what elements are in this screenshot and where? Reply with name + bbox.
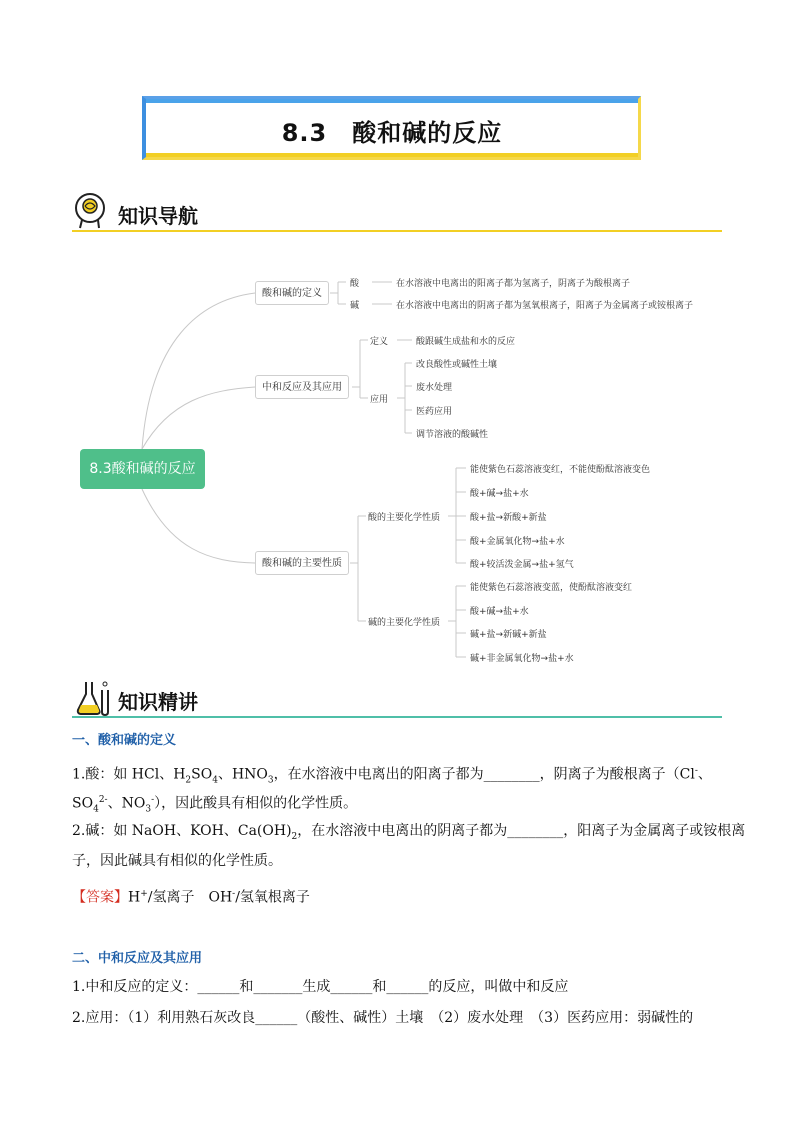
mindmap-acid-property: 酸+碱→盐+水	[470, 489, 529, 499]
mindmap-node-neutralization: 中和反应及其应用	[255, 375, 349, 399]
mindmap-base-key: 碱	[350, 301, 360, 311]
mindmap-acid-definition: 在水溶液中电离出的阳离子都为氢离子，阴离子为酸根离子	[396, 279, 631, 289]
mindmap-application-item: 改良酸性或碱性土壤	[416, 360, 498, 370]
mindmap-application-item: 医药应用	[416, 407, 453, 417]
mindmap-application-key: 应用	[370, 395, 389, 405]
mindmap-neutralization-definition: 酸跟碱生成盐和水的反应	[416, 337, 516, 347]
answer-line: 【答案】H+/氢离子 OH-/氢氧根离子	[72, 889, 310, 906]
mindmap-acid-properties-key: 酸的主要化学性质	[368, 513, 441, 523]
mindmap-root-node: 8.3酸和碱的反应	[80, 449, 205, 489]
paragraph-neutralization-definition: 1.中和反应的定义：______和_______生成______和______的反应，叫做中和反应	[72, 979, 569, 995]
mindmap-base-property: 能使紫色石蕊溶液变蓝，使酚酞溶液变红	[470, 583, 633, 593]
mindmap-acid-property: 酸+较活泼金属→盐+氢气	[470, 560, 574, 570]
heading-acid-base-definition: 一、酸和碱的定义	[72, 733, 177, 748]
mindmap-definition-key: 定义	[370, 337, 389, 347]
mindmap-base-property: 酸+碱→盐+水	[470, 607, 529, 617]
mindmap-application-item: 调节溶液的酸碱性	[416, 430, 489, 440]
paragraph-acid-definition-cont: $SO_4^{2-}$、$NO_3^-$），因此酸具有相似的化学性质。	[72, 795, 358, 815]
flask-icon	[72, 676, 112, 716]
paragraph-base-definition-cont: 子，因此碱具有相似的化学性质。	[72, 853, 282, 869]
mindmap-base-properties-key: 碱的主要化学性质	[368, 618, 441, 628]
mindmap-acid-property: 酸+金属氧化物→盐+水	[470, 537, 565, 547]
paragraph-neutralization-application: 2.应用：（1）利用熟石灰改良______（酸性、碱性）土壤 （2）废水处理 （3）医药应用：弱碱性的	[72, 1010, 694, 1026]
paragraph-base-definition: 2.碱：如 NaOH、KOH、$Ca(OH)_2$，在水溶液中电离出的阴离子都为________，阳离子为金属离子或铵根离	[72, 823, 746, 842]
mindmap-application-item: 废水处理	[416, 383, 453, 393]
mindmap-acid-key: 酸	[350, 279, 360, 289]
mindmap-acid-property: 酸+盐→新酸+新盐	[470, 513, 547, 523]
mindmap-base-property: 碱+盐→新碱+新盐	[470, 630, 547, 640]
mindmap-base-property: 碱+非金属氧化物→盐+水	[470, 654, 574, 664]
mindmap-node-definition: 酸和碱的定义	[255, 281, 329, 305]
heading-neutralization: 二、中和反应及其应用	[72, 951, 203, 966]
explain-section-rule	[72, 716, 722, 718]
mindmap-node-properties: 酸和碱的主要性质	[255, 551, 349, 575]
mindmap-acid-property: 能使紫色石蕊溶液变红，不能使酚酞溶液变色	[470, 465, 651, 475]
page-title: 8.3 酸和碱的反应	[281, 119, 503, 147]
explain-section-label: 知识精讲	[118, 690, 198, 714]
mindmap-base-definition: 在水溶液中电离出的阴离子都为氢氧根离子，阳离子为金属离子或铵根离子	[396, 301, 694, 311]
paragraph-acid-definition: 1.酸：如 HCl、$H_2SO_4$、$HNO_3$，在水溶液中电离出的阳离子都为________，阴离子为酸根离子（Cl-、	[72, 766, 712, 786]
explain-section-header	[72, 676, 722, 718]
nav-section-label: 知识导航	[118, 204, 198, 228]
